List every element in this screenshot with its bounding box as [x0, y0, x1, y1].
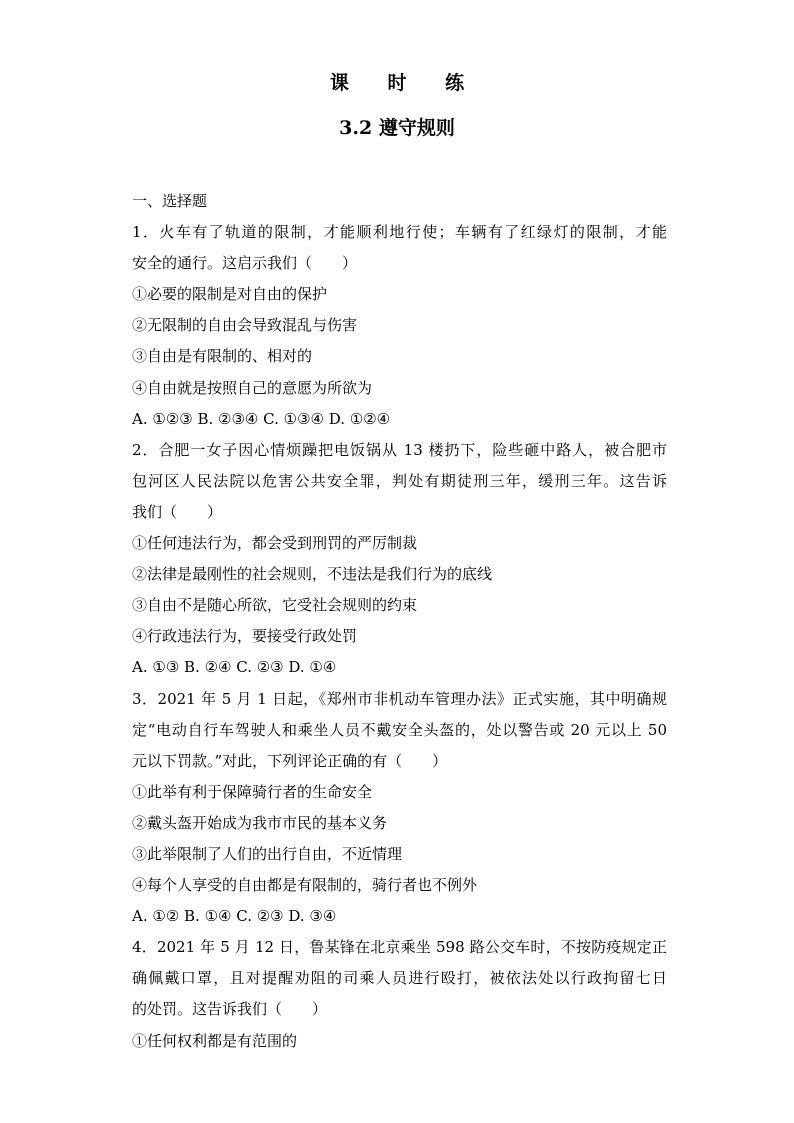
question-4	[132, 932, 667, 1056]
page-title: 课 时 练	[329, 72, 481, 94]
statement-item: ③此举限制了人们的出行自由，不近情理	[132, 844, 403, 863]
document-body	[132, 186, 667, 1057]
statement-item: ①任何违法行为，都会受到刑罚的严厉制裁	[132, 534, 418, 553]
question-stem-line: 元以下罚款。”对此，下列评论正确的有（ ）	[132, 751, 448, 770]
statement-item: ②戴头盔开始成为我市市民的基本义务	[132, 813, 388, 832]
question-stem-line: 确佩戴口罩，且对提醒劝阻的司乘人员进行殴打，被依法处以行政拘留七日	[132, 969, 667, 988]
section-heading: 一、选择题	[132, 192, 208, 210]
question-1	[132, 217, 667, 435]
answer-options: A. ①③ B. ②④ C. ②③ D. ①④	[132, 658, 337, 677]
page-subtitle: 3.2 遵守规则	[339, 117, 455, 139]
answer-options: A. ①② B. ①④ C. ②③ D. ③④	[132, 907, 337, 926]
answer-options: A. ①②③ B. ②③④ C. ①③④ D. ①②④	[132, 409, 391, 428]
question-stem-line: 的处罚。这告诉我们（ ）	[132, 1000, 328, 1019]
question-3	[132, 684, 667, 933]
question-stem-line: 安全的通行。这启示我们（ ）	[132, 254, 358, 273]
statement-item: ③自由不是随心所欲，它受社会规则的约束	[132, 596, 418, 615]
statement-item: ②无限制的自由会导致混乱与伤害	[132, 316, 358, 335]
question-stem-line: 包河区人民法院以危害公共安全罪，判处有期徒刑三年，缓刑三年。这告诉	[132, 471, 667, 490]
statement-item: ④自由就是按照自己的意愿为所欲为	[132, 378, 373, 397]
statement-item: ③自由是有限制的、相对的	[132, 347, 313, 366]
question-stem-line: 4．2021 年 5 月 12 日，鲁某锋在北京乘坐 598 路公交车时，不按防疫规定正	[132, 938, 667, 957]
question-stem-line: 我们（ ）	[132, 502, 223, 521]
question-stem-line: 定“电动自行车驾驶人和乘坐人员不戴安全头盔的，处以警告或 20 元以上 50	[132, 720, 667, 739]
question-stem-line: 2．合肥一女子因心情烦躁把电饭锅从 13 楼扔下，险些砸中路人，被合肥市	[132, 440, 667, 459]
statement-item: ④每个人享受的自由都是有限制的，骑行者也不例外	[132, 876, 478, 895]
statement-item: ①必要的限制是对自由的保护	[132, 285, 328, 304]
statement-item: ①此举有利于保障骑行者的生命安全	[132, 782, 373, 801]
statement-item: ①任何权利都是有范围的	[132, 1031, 298, 1050]
question-stem-line: 1．火车有了轨道的限制，才能顺利地行使；车辆有了红绿灯的限制，才能	[132, 223, 667, 242]
statement-item: ④行政违法行为，要接受行政处罚	[132, 627, 358, 646]
statement-item: ②法律是最刚性的社会规则，不违法是我们行为的底线	[132, 565, 493, 584]
question-stem-line: 3．2021 年 5 月 1 日起，《郑州市非机动车管理办法》正式实施，其中明确规	[132, 689, 667, 708]
question-2	[132, 435, 667, 684]
